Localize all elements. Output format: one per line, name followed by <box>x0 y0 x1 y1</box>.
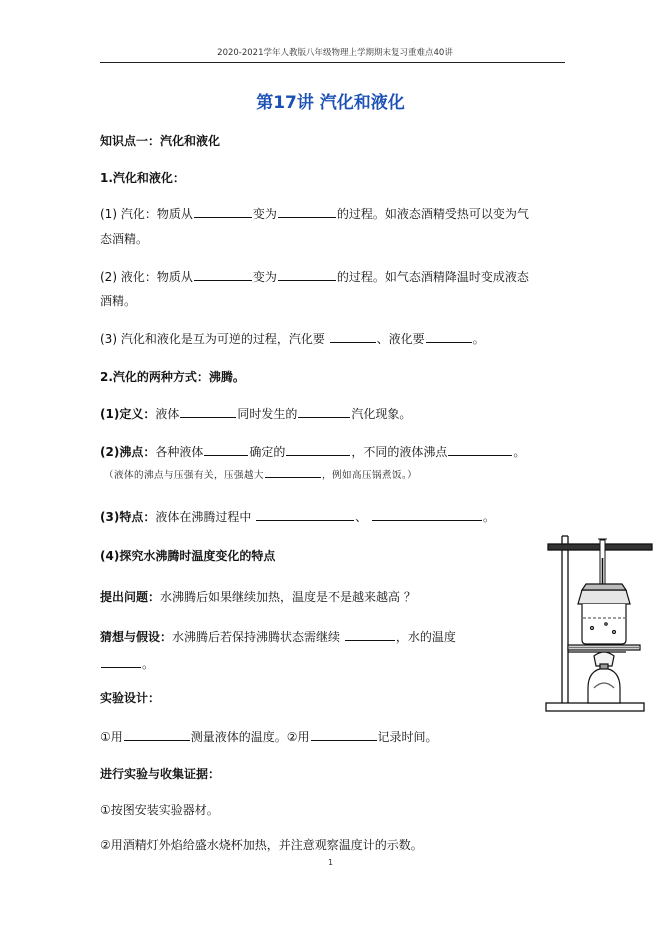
stand-base <box>546 703 644 711</box>
design-heading: 实验设计： <box>100 691 161 705</box>
boiling-point-line <box>100 443 525 460</box>
fill-blank <box>448 443 512 456</box>
fill-blank <box>180 405 236 418</box>
text: 同时发生的 <box>237 407 298 421</box>
paragraph-liquefaction-cont: 酒精。 <box>100 294 137 308</box>
text: 的过程。如液态酒精受热可以变为气 <box>336 207 529 221</box>
label: 提出问题： <box>100 590 161 604</box>
label: (3)特点： <box>100 510 156 524</box>
text: （液体的沸点与压强有关，压强越大 <box>104 470 265 481</box>
boiling-point-note <box>104 467 417 484</box>
design-step-line <box>100 728 438 745</box>
text: ①用 <box>100 730 123 744</box>
text: 。 <box>472 332 485 346</box>
text: 测量液体的温度。②用 <box>190 730 310 744</box>
fill-blank <box>256 508 354 521</box>
item1-heading: 1.汽化和液化： <box>100 171 185 185</box>
text: 、液化要 <box>376 332 425 346</box>
question-line <box>100 589 416 605</box>
text: (1) 汽化：物质从 <box>100 207 193 221</box>
beaker <box>582 604 626 644</box>
text: 、 <box>355 510 368 524</box>
fill-blank <box>101 655 141 668</box>
page-header: 2020-2021学年人教版八年级物理上学期期末复习重难点40讲 <box>217 48 453 58</box>
boiling-apparatus-illustration <box>542 528 657 718</box>
fill-blank <box>278 268 336 281</box>
header-rule <box>100 62 565 63</box>
fill-blank <box>330 330 376 343</box>
hypothesis-line-cont <box>100 655 154 672</box>
text: 各种液体 <box>155 445 204 459</box>
definition-line <box>100 405 411 422</box>
fill-blank <box>426 330 472 343</box>
text: 液体在沸腾过程中 <box>155 510 252 524</box>
text: 水沸腾后若保持沸腾状态需继续 <box>172 630 341 644</box>
alcohol-lamp <box>588 652 620 703</box>
label: 猜想与假设： <box>100 630 173 644</box>
hypothesis-line <box>100 628 456 645</box>
collect-heading: 进行实验与收集证据： <box>100 767 221 781</box>
fill-blank <box>286 443 350 456</box>
fill-blank <box>124 728 190 741</box>
label: (2)沸点： <box>100 445 156 459</box>
text: (2) 液化：物质从 <box>100 270 193 284</box>
label: (1)定义： <box>100 407 156 421</box>
fill-blank <box>311 728 377 741</box>
text: 的过程。如气态酒精降温时变成液态 <box>336 270 529 284</box>
text: 。 <box>142 657 155 671</box>
text: 变为 <box>252 207 277 221</box>
fill-blank <box>194 205 252 218</box>
fill-blank <box>204 443 248 456</box>
explore-heading: (4)探究水沸腾时温度变化的特点 <box>100 549 276 563</box>
text: ，不同的液体沸点 <box>351 445 448 459</box>
fill-blank <box>298 405 350 418</box>
text: (3) 汽化和液化是互为可逆的过程，汽化要 <box>100 332 325 346</box>
wire-gauze <box>568 645 640 650</box>
text: 液体 <box>155 407 180 421</box>
text: 变为 <box>252 270 277 284</box>
page-number: 1 <box>327 858 334 867</box>
text: ，水的温度 <box>395 630 456 644</box>
paragraph-reversible <box>100 330 485 347</box>
text: 。 <box>483 510 496 524</box>
item2-heading: 2.汽化的两种方式：沸腾。 <box>100 370 245 384</box>
collect-step-1: ①按图安装实验器材。 <box>100 803 219 817</box>
paragraph-vaporization <box>100 205 529 222</box>
paragraph-vaporization-cont: 态酒精。 <box>100 232 149 246</box>
fill-blank <box>278 205 336 218</box>
text: 。 <box>513 445 526 459</box>
text: 汽化现象。 <box>351 407 412 421</box>
fill-blank <box>345 628 395 641</box>
section-heading: 知识点一：汽化和液化 <box>100 134 221 148</box>
text: 确定的 <box>249 445 286 459</box>
fill-blank <box>265 467 321 478</box>
paragraph-liquefaction <box>100 268 529 285</box>
text: 记录时间。 <box>377 730 438 744</box>
beaker-lid <box>578 584 630 604</box>
lesson-title: 第17讲 汽化和液化 <box>256 93 405 113</box>
text: ，例如高压锅煮饭。） <box>322 470 418 481</box>
stand-rod <box>562 536 568 703</box>
fill-blank <box>194 268 252 281</box>
collect-step-2: ②用酒精灯外焰给盛水烧杯加热，并注意观察温度计的示数。 <box>100 838 423 852</box>
text: 水沸腾后如果继续加热，温度是不是越来越高 ？ <box>160 590 416 604</box>
characteristics-line <box>100 508 495 525</box>
fill-blank <box>372 508 482 521</box>
